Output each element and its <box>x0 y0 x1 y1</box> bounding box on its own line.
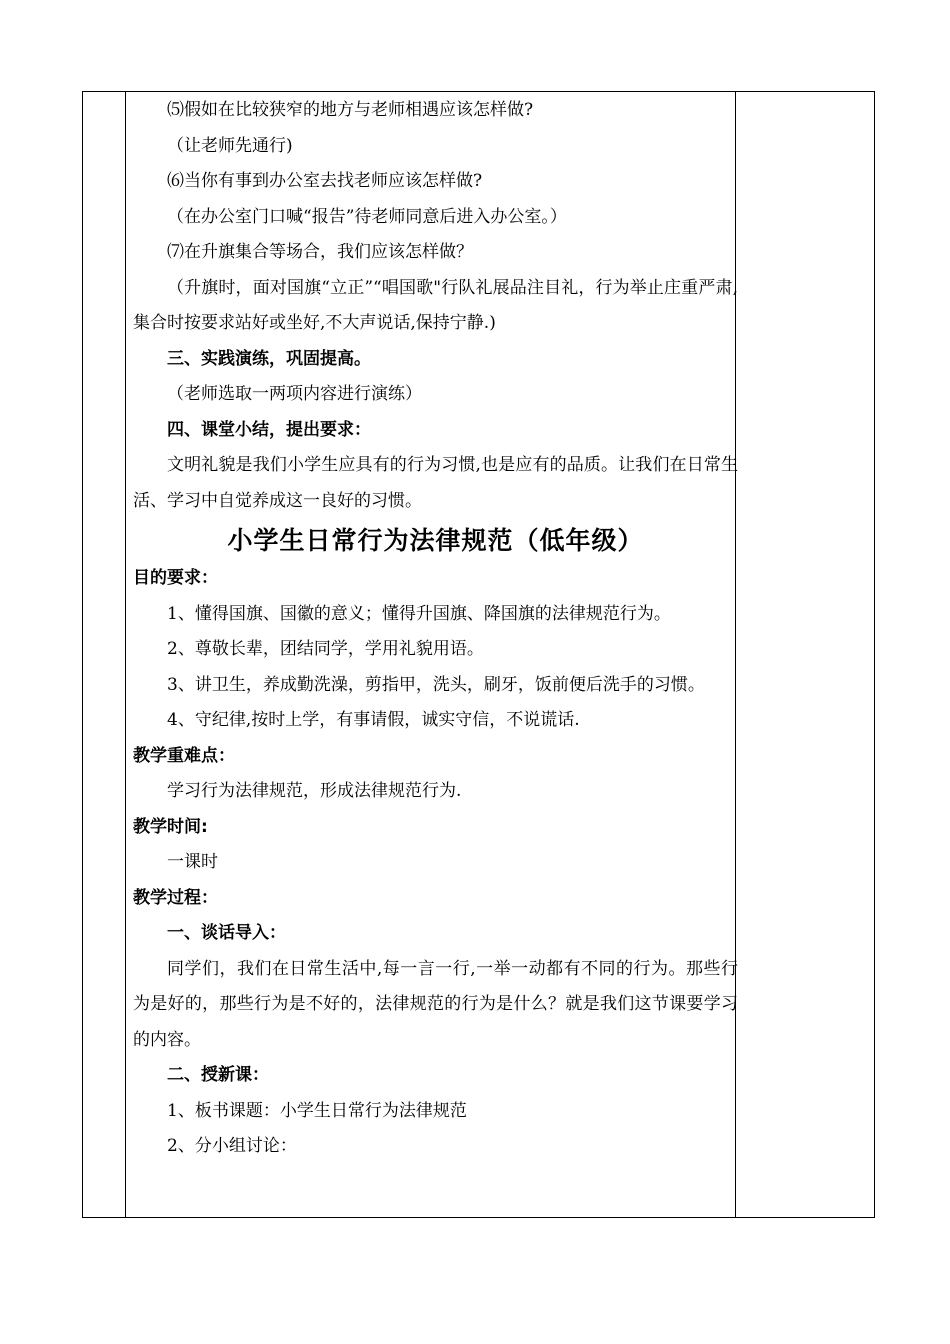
key-points-text: 学习行为法律规范，形成法律规范行为. <box>167 781 462 801</box>
key-points-heading: 教学重难点： <box>133 745 235 766</box>
step-2-item-2: 2、分小组讨论： <box>167 1136 297 1156</box>
section-4-heading: 四、课堂小结，提出要求： <box>167 419 371 440</box>
lesson-content-cell <box>133 92 738 1165</box>
teaching-time-text: 一课时 <box>167 852 218 872</box>
goal-3: 3、讲卫生，养成勤洗澡，剪指甲，洗头，刷牙，饭前便后洗手的习惯。 <box>167 674 705 695</box>
lesson-title: 小学生日常行为法律规范（低年级） <box>227 526 644 555</box>
question-6: ⑹当你有事到办公室去找老师应该怎样做? <box>167 171 483 191</box>
goal-2: 2、尊敬长辈，团结同学，学用礼貌用语。 <box>167 639 484 659</box>
step-1-heading: 一、谈话导入： <box>167 923 286 943</box>
question-5: ⑸假如在比较狭窄的地方与老师相遇应该怎样做? <box>167 100 534 120</box>
question-7: ⑺在升旗集合等场合，我们应该怎样做？ <box>167 242 473 262</box>
step-2-item-1: 1、板书课题：小学生日常行为法律规范 <box>167 1100 467 1121</box>
column-divider-left <box>125 92 126 1217</box>
answer-7: （升旗时，面对国旗“立正”“唱国歌"行队礼展品注目礼，行为举止庄重严肃,集合时按要求站好或坐好,不大声说话,保持宁静.) <box>133 277 738 333</box>
section-3-heading: 三、实践演练，巩固提高。 <box>167 348 371 369</box>
section-3-text: （老师选取一两项内容进行演练） <box>167 384 422 404</box>
answer-5: （让老师先通行) <box>167 135 293 156</box>
teaching-time-heading: 教学时间: <box>133 816 208 837</box>
answer-6: （在办公室门口喊“报告”待老师同意后进入办公室。） <box>167 206 567 227</box>
lesson-table <box>82 91 875 1218</box>
step-2-heading: 二、授新课： <box>167 1065 269 1085</box>
goal-4: 4、守纪律,按时上学，有事请假，诚实守信，不说谎话. <box>167 710 580 730</box>
section-4-text: 文明礼貌是我们小学生应具有的行为习惯,也是应有的品质。让我们在日常生活、学习中自觉养成这一良好的习惯。 <box>133 455 738 511</box>
goal-1: 1、懂得国旗、国徽的意义；懂得升国旗、降国旗的法律规范行为。 <box>167 603 671 624</box>
step-1-text: 同学们，我们在日常生活中,每一言一行,一举一动都有不同的行为。那些行为是好的，那些行为是不好的，法律规范的行为是什么？就是我们这节课要学习的内容。 <box>133 958 738 1050</box>
process-heading: 教学过程： <box>133 887 218 908</box>
goals-heading: 目的要求： <box>133 568 218 588</box>
